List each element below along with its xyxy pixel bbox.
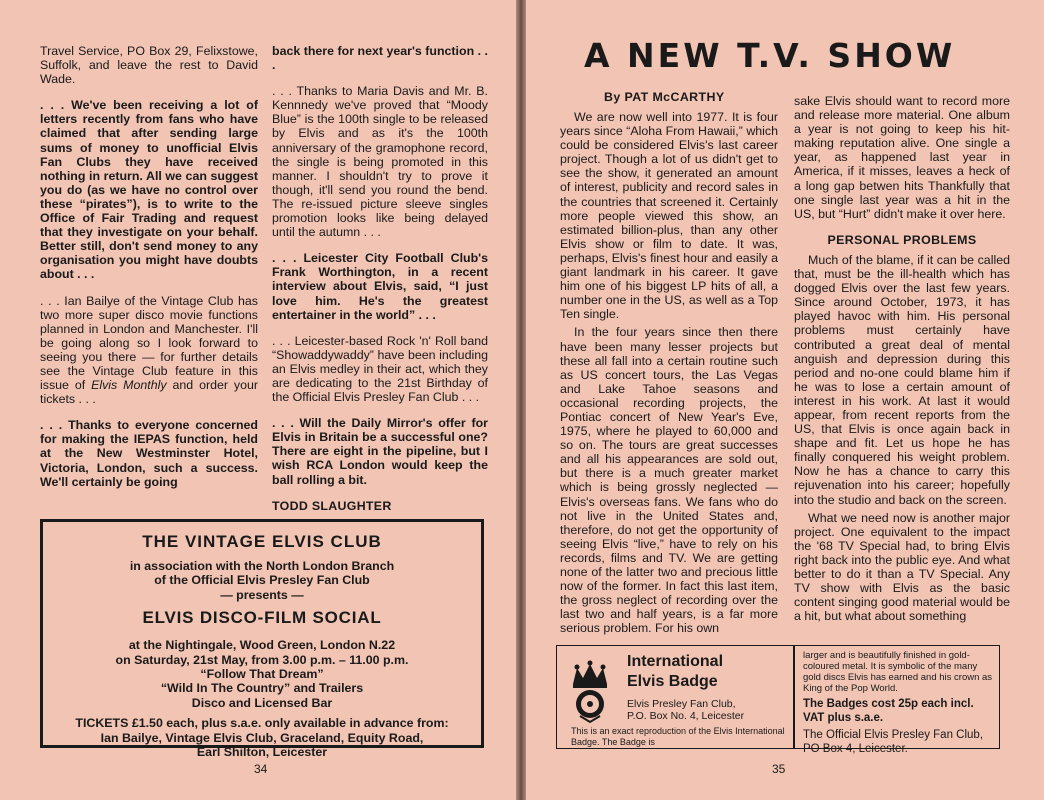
crown-badge-icon xyxy=(569,658,611,724)
article-byline: By PAT McCARTHY xyxy=(604,90,725,104)
right-column-2 xyxy=(794,94,1010,635)
badge-divider xyxy=(793,646,795,748)
paragraph: . . . Thanks to everyone concerned for making the IEPAS function, held at the New Westminster Hotel, Victoria, London, such a success. We'll certainly be going xyxy=(40,418,258,489)
paragraph: . . . Thanks to Maria Davis and Mr. B. Kennnedy we've proved that “Moody Blue” is the 100th single to be released by Elvis and as it's the 100th anniversary of the gramophone record, the single is being promoted in this manner. I shouldn't try to prove it though, it'll send you round the bend. The re-issued picture sleeve singles promotion looks like being delayed until the autumn . . . xyxy=(272,84,488,240)
author-signoff: TODD SLAUGHTER xyxy=(272,498,392,513)
left-column-2 xyxy=(272,44,488,513)
badge-title-line: International xyxy=(627,653,724,670)
badge-advert xyxy=(556,645,1000,755)
address-line: Elvis Presley Fan Club, xyxy=(627,698,736,710)
advert-venue: at the Nightingale, Wood Green, London N.22 xyxy=(128,638,396,653)
left-page xyxy=(0,0,516,800)
paragraph: Travel Service, PO Box 29, Felixstowe, Suffolk, and leave the rest to David Wade. xyxy=(40,44,258,87)
vintage-club-advert xyxy=(40,519,484,760)
advert-tickets: Ian Bailye, Vintage Elvis Club, Graceland, Equity Road, xyxy=(100,730,424,745)
paragraph: . . . Will the Daily Mirror's offer for Elvis in Britain be a successful one? There are eight in the pipeline, but I wish RCA London would keep the ball rolling a bit. xyxy=(272,416,488,487)
paragraph-text: and order your tickets . . . xyxy=(40,378,259,407)
address-line: P.O. Box No. 4, Leicester xyxy=(627,710,745,722)
spine-gutter xyxy=(516,0,526,800)
paragraph: . . . Leicester City Football Club's Frank Worthington, in a recent interview about Elvis, said, “I just love him. He's the greatest entertainer in the world” . . . xyxy=(272,251,488,322)
badge-address xyxy=(627,698,744,722)
page-number: 34 xyxy=(254,762,268,776)
advert-date: on Saturday, 21st May, from 3.00 p.m. – 11.00 p.m. xyxy=(115,652,409,667)
paragraph-text: . . . Ian Bailye of the Vintage Club has two more super disco movie functions planned in London and Manchester. I'll be going along so I look forward to seeing you there — for further details see the Vintage Club feature in this issue of xyxy=(40,293,258,393)
advert-film: “Wild In The Country” and Trailers xyxy=(160,681,364,696)
badge-details xyxy=(803,650,993,756)
paragraph: In the four years since then there have been many lesser projects but these all fall into a certain routine such as US concert tours, the Las Vegas and Lake Tahoe seasons and occasional recording projects, the Pontiac concert of New Year's Eve, 1975, where he played to 60,000 and so on. The tours are great successes and all his appearances are sold out, but there is a much greater market which is being grossly neglected — Elvis's overseas fans. We fans who do not live in the United States and, therefore, do not get the opportunity of seeing Elvis “live,” have to rely on his records, films and TV. We are getting none of the latter two and precious little now of the former. In fact this last item, the gross neglect of recording over the last two and half years, is a far more serious problem. For his own xyxy=(560,325,778,636)
badge-description: larger and is beautifully finished in gold-coloured metal. It is symbolic of the many gold discs Elvis has earned and his crown as King of the Pop World. xyxy=(803,650,993,694)
magazine-title: Elvis Monthly xyxy=(91,378,167,393)
badge-fanclub: The Official Elvis Presley Fan Club, PO Box 4, Leicester. xyxy=(803,729,984,755)
advert-film: “Follow That Dream” xyxy=(200,667,324,682)
page-number: 35 xyxy=(772,762,786,776)
badge-price: The Badges cost 25p each incl. VAT plus s.a.e. xyxy=(803,698,974,724)
paragraph: back there for next year's function . . . xyxy=(272,44,488,73)
advert-line: in association with the North London Branch xyxy=(129,559,395,573)
paragraph: What we need now is another major project. One equivalent to the impact the '68 TV Special had, to bring Elvis right back into the public eye. And what better to do it than a TV Special. Any TV show with Elvis as the basic content singing good material would be a hit, but what about something xyxy=(794,510,1010,624)
advert-tickets: Earl Shilton, Leicester xyxy=(196,745,328,760)
right-page xyxy=(526,0,1044,800)
paragraph: . . . Leicester-based Rock 'n' Roll band “Showaddywaddy” have been including an Elvis medley in their act, which they are dedicating to the 21st Birthday of the Official Elvis Presley Fan Club . . . xyxy=(272,333,488,405)
right-column-1 xyxy=(560,110,778,647)
badge-footnote: This is an exact reproduction of the Elvis International Badge. The Badge is xyxy=(571,726,785,747)
paragraph: . . . We've been receiving a lot of letters recently from fans who have claimed that after sending large sums of money to unofficial Elvis Fan Clubs they have received nothing in return. All we can suggest you do (as we have no control over these “pirates”), is to write to the Office of Fair Trading and request that they investigate on your behalf. Better still, don't send money to any organisation you might have doubts about . . . xyxy=(40,98,258,282)
advert-event-title: ELVIS DISCO-FILM SOCIAL xyxy=(142,608,382,628)
article-headline: A NEW T.V. SHOW xyxy=(584,36,956,75)
badge-title-line: Elvis Badge xyxy=(627,673,718,690)
paragraph: We are now well into 1977. It is four years since “Aloha From Hawaii,” which could be considered Elvis's last career project. Though a lot of us didn't get to see the show, it generated an amount of interest, publicity and record sales in the countries that screened it. Certainly more people viewed this show, an estimated billion-plus, than any other Elvis show or film to date. It was, perhaps, Elvis's finest hour and easily a giant landmark in his career. It gave him one of his biggest LP hits of all, a number one in the US, as well as a Top Ten single. xyxy=(560,110,778,322)
paragraph: sake Elvis should want to record more and release more material. One album a year is not going to keep his hit-making reputation alive. One single a year, as happened last year in America, if it misses, leaves a heck of a long gap betwen hits Thankfully that one single last year was a hit in the US, but “Hurt” didn't make it over here. xyxy=(794,94,1010,221)
advert-line: of the Official Elvis Presley Fan Club xyxy=(154,573,370,588)
advert-extra: Disco and Licensed Bar xyxy=(191,695,333,710)
advert-line: — presents — xyxy=(220,587,304,602)
paragraph xyxy=(40,294,258,407)
badge-advert-title xyxy=(627,652,723,692)
paragraph: Much of the blame, if it can be called that, must be the ill-health which has dogged Elvis over the last few years. Since around October, 1973, it has played havoc with him. His personal problems must certainly have contributed a great deal of mental anguish and depression during this period and no-one could blame him if he was to lose a certain amount of interest in his work. At last it would appear, from recent reports from the US, that Elvis is once again back in shape and fit. Let us hope he has finally conquered his weight problem. Now he has a chance to carry this rejuvenation into his career; hopefully into the studio and back on the screen. xyxy=(794,252,1010,507)
advert-tickets: TICKETS £1.50 each, plus s.a.e. only available in advance from: xyxy=(75,716,449,731)
advert-title: THE VINTAGE ELVIS CLUB xyxy=(142,532,382,551)
section-subheading: PERSONAL PROBLEMS xyxy=(827,232,977,247)
left-column-1 xyxy=(40,44,258,501)
